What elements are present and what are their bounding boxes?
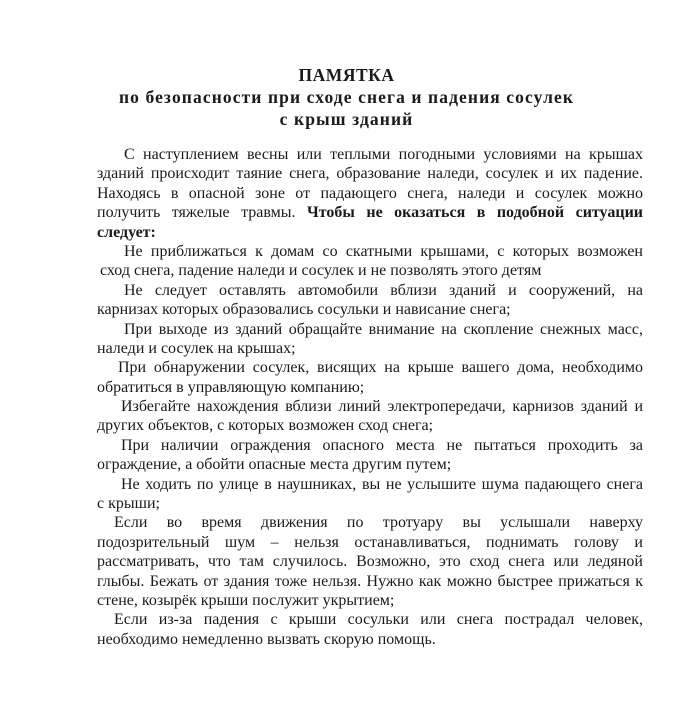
- text-line: Не следует оставлять автомобили вблизи зданий и сооружений, на: [124, 281, 643, 299]
- rule-paragraph: [97, 320, 643, 359]
- intro-paragraph: [97, 145, 643, 242]
- text-line: сход снега, падение наледи и сосулек и не позволять этого детям: [100, 262, 542, 280]
- text-line: зданий происходит таяние снега, образование наледи, сосулек и их падение.: [97, 165, 643, 183]
- rule-paragraph: [97, 397, 643, 436]
- text-plain: получить тяжелые травмы.: [97, 204, 296, 222]
- rule-paragraph: [97, 475, 643, 514]
- text-line: Находясь в опасной зоне от падающего снега, наледи и сосулек можно: [97, 184, 643, 202]
- text-bold: Чтобы не оказаться в подобной ситуации: [307, 204, 643, 222]
- text-line: глыбы. Бежать от здания тоже нельзя. Нужно как можно быстрее прижаться к: [97, 572, 643, 590]
- text-line: При наличии ограждения опасного места не пытаться проходить за: [121, 436, 643, 454]
- rule-paragraph: [97, 513, 643, 610]
- text-line: Если из-за падения с крыши сосульки или снега пострадал человек,: [114, 611, 643, 629]
- text-line: наледи и сосулек на крышах;: [97, 339, 296, 357]
- text-bold: следует:: [97, 223, 156, 241]
- text-line: Если во время движения по тротуару вы услышали наверху: [114, 514, 643, 532]
- text-line: Не ходить по улице в наушниках, вы не услышите шума падающего снега: [121, 475, 643, 493]
- text-line: необходимо немедленно вызвать скорую помощь.: [97, 630, 436, 648]
- text-line: других объектов, с которых возможен сход снега;: [97, 417, 434, 435]
- text-line: ограждение, а обойти опасные места другим путем;: [97, 456, 452, 474]
- rule-paragraph: [97, 281, 643, 320]
- document-subtitle-line-1: по безопасности при сходе снега и падения сосулек: [118, 87, 575, 107]
- rule-paragraph: [97, 242, 643, 281]
- text-line: [97, 203, 643, 222]
- document-body: [97, 145, 643, 649]
- rule-paragraph: [97, 358, 643, 397]
- text-line: рассматривать, что там случилось. Возможно, это сход снега или ледяной: [97, 553, 643, 571]
- rule-paragraph: [97, 610, 643, 649]
- document-subtitle-line-2: с крыш зданий: [279, 109, 414, 129]
- rule-paragraph: [97, 436, 643, 475]
- document-title: ПАМЯТКА: [298, 65, 395, 85]
- text-line: [97, 223, 643, 242]
- text-line: Не приближаться к домам со скатными крышами, с которых возможен: [124, 242, 643, 260]
- text-line: подозрительный шум – нельзя останавливаться, поднимать голову и: [97, 533, 643, 551]
- text-line: с крыши;: [97, 495, 160, 513]
- text-line: обратиться в управляющую компанию;: [97, 378, 365, 396]
- text-line: При выходе из зданий обращайте внимание на скопление снежных масс,: [124, 320, 643, 338]
- text-line: стене, козырёк крыши послужит укрытием;: [97, 591, 395, 609]
- text-line: При обнаружении сосулек, висящих на крыше вашего дома, необходимо: [118, 359, 643, 377]
- text-line: карнизах которых образовались сосульки и нависание снега;: [97, 301, 511, 319]
- text-line: Избегайте нахождения вблизи линий электропередачи, карнизов зданий и: [121, 398, 643, 416]
- text-line: С наступлением весны или теплыми погодными условиями на крышах: [124, 146, 643, 163]
